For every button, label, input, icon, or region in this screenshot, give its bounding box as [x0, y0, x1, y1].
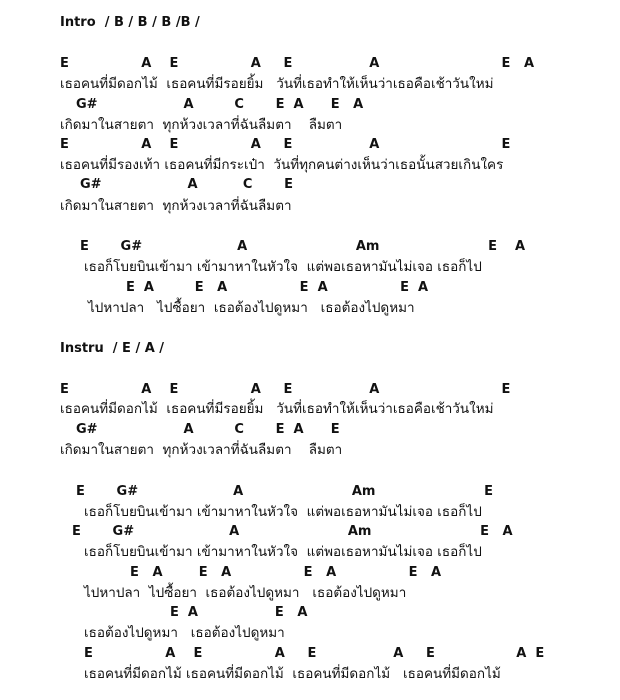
- chord-line: E A E A: [170, 605, 308, 620]
- lyric-line: ไปหาปลา ไปซื้อยา เธอต้องไปดูหมา เธอต้องไปดูหมา: [84, 585, 407, 601]
- lyric-line: เกิดมาในสายตา ทุกห้วงเวลาที่ฉันลืมตา ลืมตา: [60, 117, 343, 133]
- chord-line: E A E A E A E: [60, 137, 511, 152]
- chord-line: E G# A Am E A: [72, 524, 513, 539]
- chord-line: E A E A E A E A: [126, 280, 429, 295]
- section-intro: Intro / B / B / B /B /: [60, 15, 200, 30]
- lyric-line: เกิดมาในสายตา ทุกห้วงเวลาที่ฉันลืมตา ลืมตา: [60, 442, 343, 458]
- chord-line: E G# A Am E A: [80, 239, 526, 254]
- lyric-line: เธอคนที่มีดอกไม้ เธอคนที่มีรอยยิ้ม วันที่เธอทำให้เห็นว่าเธอคือเช้าวันใหม่: [60, 76, 494, 92]
- chord-line: E A E A E A E A E: [84, 646, 545, 661]
- lyric-line: เธอคนที่มีรองเท้า เธอคนที่มีกระเป๋า วันที่ทุกคนต่างเห็นว่าเธอนั้นสวยเกินใคร: [60, 157, 504, 173]
- lyric-line: เธอก็โบยบินเข้ามา เข้ามาหาในหัวใจ แต่พอเธอหามันไม่เจอ เธอก็ไป: [84, 259, 482, 275]
- chord-line: E A E A E A E A: [60, 56, 535, 71]
- lyric-line: เกิดมาในสายตา ทุกห้วงเวลาที่ฉันลืมตา: [60, 198, 292, 214]
- lyric-line: เธอต้องไปดูหมา เธอต้องไปดูหมา: [84, 625, 285, 641]
- lyric-line: เธอคนที่มีดอกไม้ เธอคนที่มีรอยยิ้ม วันที่เธอทำให้เห็นว่าเธอคือเช้าวันใหม่: [60, 401, 494, 417]
- chord-line: G# A C E: [80, 177, 293, 192]
- lyric-line: เธอก็โบยบินเข้ามา เข้ามาหาในหัวใจ แต่พอเธอหามันไม่เจอ เธอก็ไป: [84, 504, 482, 520]
- chord-line: E A E A E A E: [60, 382, 511, 397]
- chord-line: G# A C E A E A: [76, 97, 364, 112]
- chord-line: G# A C E A E: [76, 422, 340, 437]
- chord-line: E G# A Am E: [76, 484, 493, 499]
- lyric-line: ไปหาปลา ไปซื้อยา เธอต้องไปดูหมา เธอต้องไปดูหมา: [88, 300, 415, 316]
- lyric-line: เธอก็โบยบินเข้ามา เข้ามาหาในหัวใจ แต่พอเธอหามันไม่เจอ เธอก็ไป: [84, 544, 482, 560]
- chord-line: E A E A E A E A: [130, 565, 442, 580]
- section-instru: Instru / E / A /: [60, 341, 165, 356]
- lyric-line: เธอคนที่มีดอกไม้ เธอคนที่มีดอกไม้ เธอคนที่มีดอกไม้ เธอคนที่มีดอกไม้: [84, 666, 501, 682]
